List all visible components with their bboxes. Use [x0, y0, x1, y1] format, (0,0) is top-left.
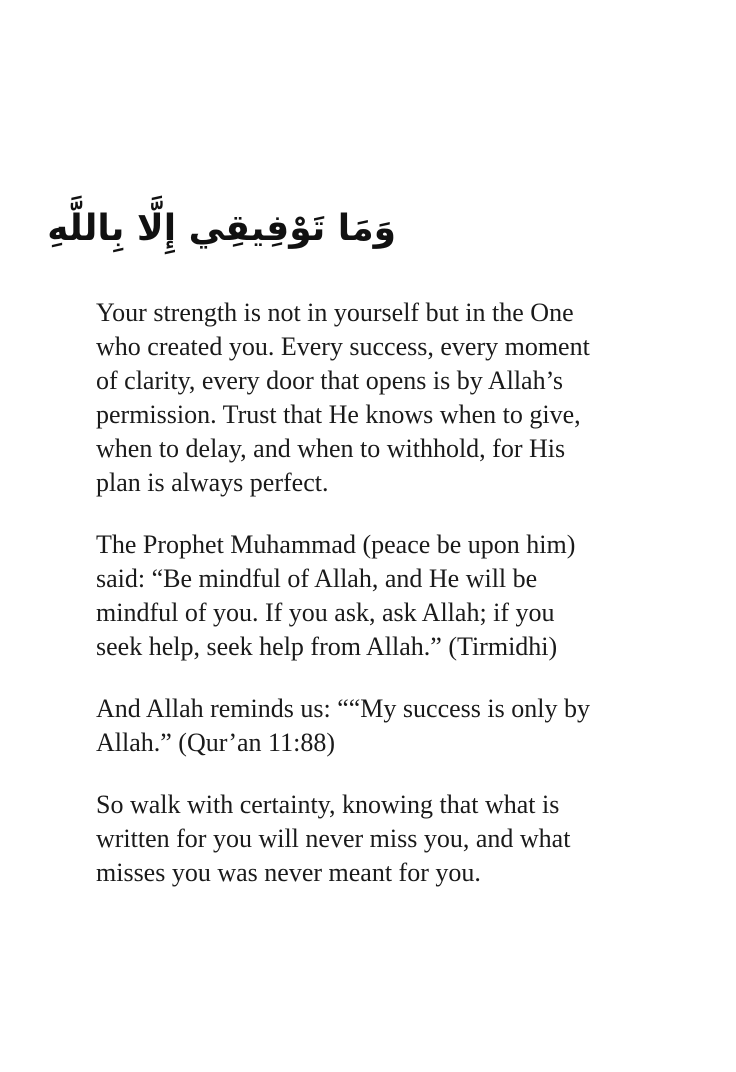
paragraph-strength: [96, 296, 626, 500]
text-line: said: “Be mindful of Allah, and He will be: [96, 564, 538, 593]
body-text: [96, 296, 626, 918]
text-line: of clarity, every door that opens is by Allah’s: [96, 366, 563, 395]
text-line: when to delay, and when to withhold, for His: [96, 434, 566, 463]
arabic-verse-heading: وَمَا تَوْفِيقِي إِلَّا بِاللَّهِ: [47, 208, 396, 249]
text-line: So walk with certainty, knowing that what is: [96, 790, 560, 819]
text-line: Allah.” (Qur’an 11:88): [96, 728, 335, 757]
text-line: The Prophet Muhammad (peace be upon him): [96, 530, 576, 559]
text-line: mindful of you. If you ask, ask Allah; if you: [96, 598, 555, 627]
text-line: And Allah reminds us: ““My success is only by: [96, 694, 590, 723]
text-line: misses you was never meant for you.: [96, 858, 481, 887]
text-line: seek help, seek help from Allah.” (Tirmidhi): [96, 632, 558, 661]
text-line: Your strength is not in yourself but in the One: [96, 298, 574, 327]
paragraph-quran: [96, 692, 626, 760]
text-line: plan is always perfect.: [96, 468, 329, 497]
text-line: permission. Trust that He knows when to give,: [96, 400, 581, 429]
text-line: who created you. Every success, every moment: [96, 332, 590, 361]
text-line: written for you will never miss you, and what: [96, 824, 571, 853]
paragraph-hadith: [96, 528, 626, 664]
paragraph-certainty: [96, 788, 626, 890]
